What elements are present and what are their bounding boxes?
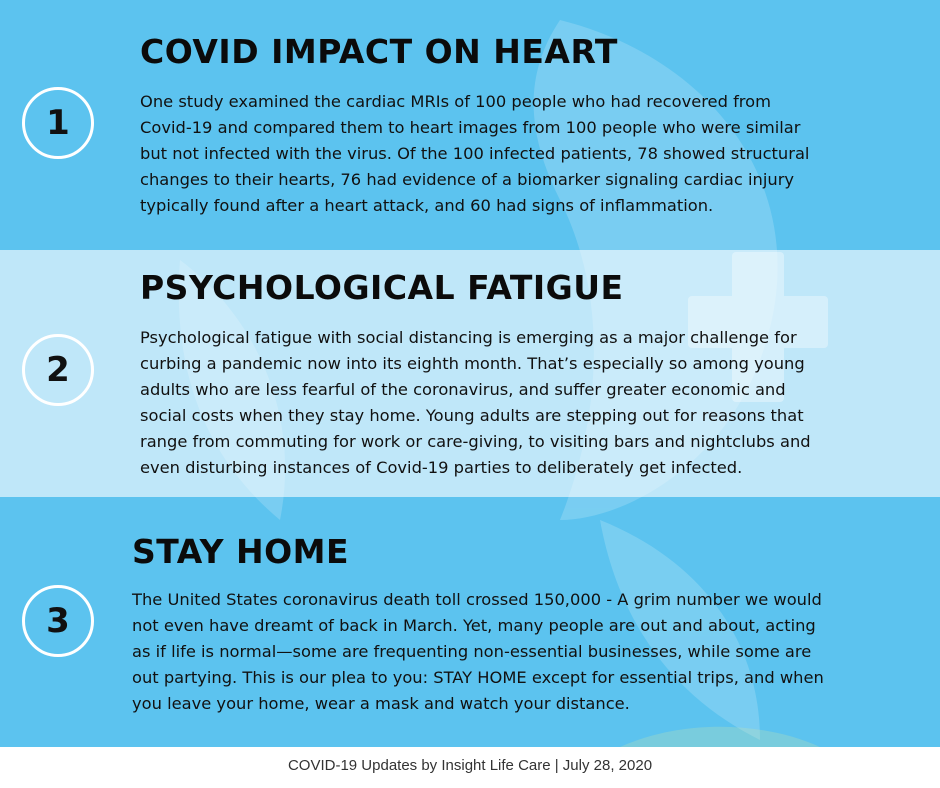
body-line: out partying. This is our plea to you: STAY HOME except for essential trips, and when	[132, 668, 824, 687]
body-line: social costs when they stay home. Young adults are stepping out for reasons that	[140, 406, 804, 425]
footer-credit-text: COVID-19 Updates by Insight Life Care | July 28, 2020	[287, 757, 653, 774]
body-line: range from commuting for work or care-giving, to visiting bars and nightclubs and	[140, 432, 811, 451]
section-body-1	[140, 89, 920, 219]
body-line: not even have dreamt of back in March. Yet, many people are out and about, acting	[132, 616, 816, 635]
body-line: you leave your home, wear a mask and watch your distance.	[132, 694, 630, 713]
body-line: One study examined the cardiac MRIs of 100 people who had recovered from	[140, 92, 771, 111]
section-heading-3: STAY HOME	[132, 532, 350, 571]
body-line: changes to their hearts, 76 had evidence of a biomarker signaling cardiac injury	[140, 170, 795, 189]
section-number-2-badge: 2	[22, 334, 94, 406]
body-line: as if life is normal—some are frequenting non-essential businesses, while some are	[132, 642, 812, 661]
section-number-3-badge: 3	[22, 585, 94, 657]
section-body-2	[140, 325, 930, 481]
section-number-1-badge: 1	[22, 87, 94, 159]
body-line: adults who are less fearful of the coronavirus, and suffer greater economic and	[140, 380, 786, 399]
body-line: but not infected with the virus. Of the 100 infected patients, 78 showed structural	[140, 144, 810, 163]
section-body-3	[132, 587, 930, 717]
body-line: The United States coronavirus death toll crossed 150,000 - A grim number we would	[132, 590, 822, 609]
section-heading-2: PSYCHOLOGICAL FATIGUE	[140, 268, 624, 307]
footer	[0, 747, 940, 788]
body-line: typically found after a heart attack, and 60 had signs of inflammation.	[140, 196, 714, 215]
body-line: even disturbing instances of Covid-19 parties to deliberately get infected.	[140, 458, 743, 477]
body-line: Psychological fatigue with social distancing is emerging as a major challenge for	[140, 328, 797, 347]
body-line: Covid-19 and compared them to heart images from 100 people who were similar	[140, 118, 801, 137]
section-heading-1: COVID IMPACT ON HEART	[140, 32, 618, 71]
body-line: curbing a pandemic now into its eighth month. That’s especially so among young	[140, 354, 805, 373]
